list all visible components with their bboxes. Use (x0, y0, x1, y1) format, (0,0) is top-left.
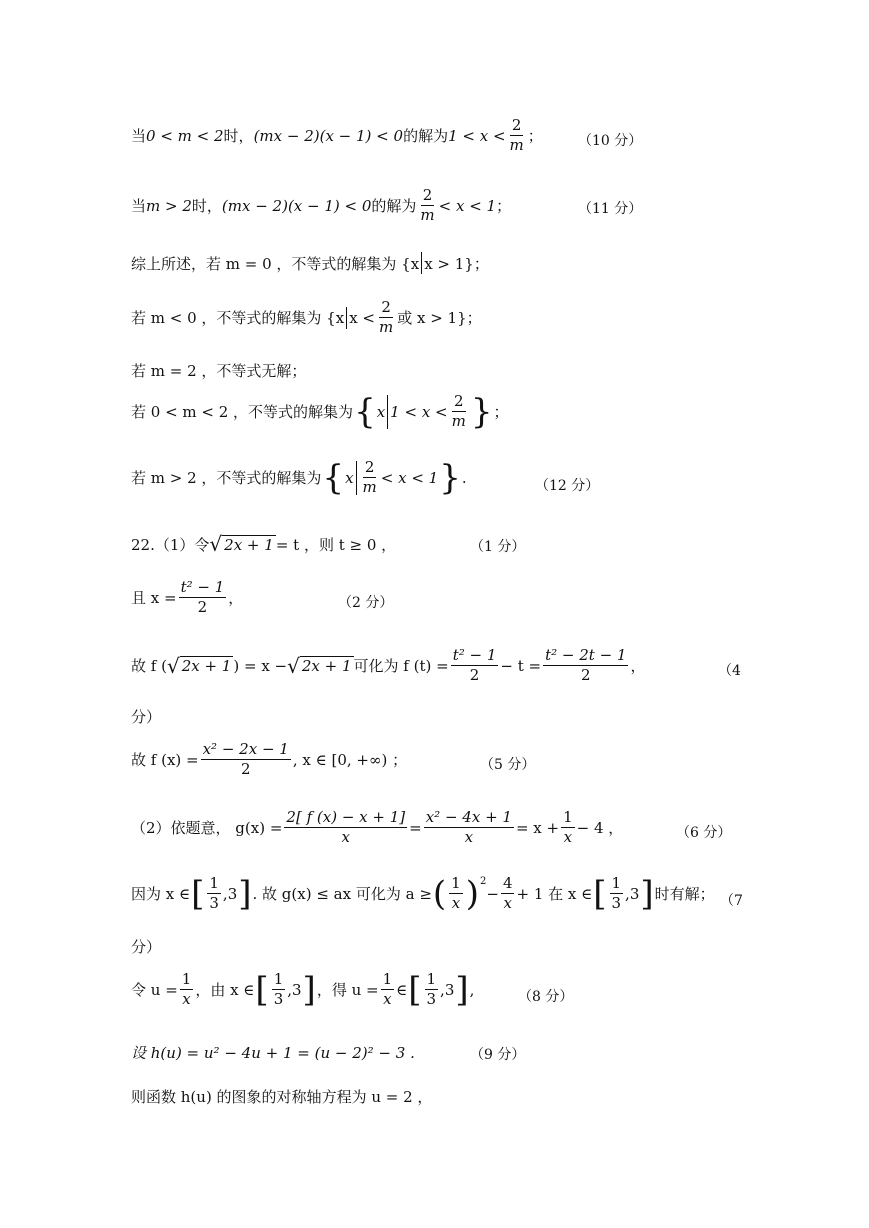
fraction (201, 742, 291, 777)
math: x (345, 468, 354, 487)
line-f-transform (131, 648, 646, 683)
text: （2）依题意， g(x) = (131, 819, 283, 837)
fraction (180, 972, 194, 1007)
sqrt-sign: √ (209, 532, 223, 556)
line-m-lt-0 (131, 300, 482, 335)
fraction (501, 876, 515, 911)
right-paren: ) (465, 873, 479, 914)
numerator: 4 (502, 874, 513, 892)
radicand: 2x + 1 (181, 657, 232, 675)
text: 综上所述，若 m = 0 ，不等式的解集为 {x (131, 254, 420, 273)
text: 令 u = (131, 981, 178, 999)
denominator: 3 (209, 894, 219, 912)
text: 时， (191, 197, 222, 215)
denominator: x (464, 828, 474, 846)
line-wrap (131, 936, 161, 957)
score: （7 (720, 893, 743, 909)
score: （9 分） (470, 1047, 526, 1063)
exponent: 2 (479, 876, 487, 887)
numerator: 1 (273, 970, 284, 988)
text: 时有解； (654, 885, 715, 903)
line-m-gt-2-set (131, 457, 467, 498)
denominator: 3 (611, 894, 622, 912)
text: 若 m > 2 ，不等式的解集为 (131, 469, 322, 487)
denominator: 2 (197, 598, 208, 616)
text: 则函数 h(u) 的图象的对称轴方程为 u = 2 ， (131, 1088, 433, 1106)
denominator: m (451, 412, 466, 430)
numerator: t² − 1 (180, 578, 225, 596)
fraction (284, 810, 407, 845)
fraction (561, 810, 575, 845)
line-0-m-2-set (131, 391, 509, 432)
score: （10 分） (578, 133, 643, 149)
line-because (131, 873, 715, 914)
numerator: x² − 2x − 1 (202, 740, 289, 758)
right-bracket: ] (640, 873, 654, 914)
set-bar (356, 461, 357, 495)
math: < x < 1 (438, 196, 497, 215)
line-g-def (131, 810, 623, 845)
numerator: 2 (364, 458, 375, 476)
fraction (508, 118, 526, 153)
text: 或 x > 1}； (397, 309, 482, 327)
right-brace: } (470, 391, 493, 432)
fraction (381, 972, 395, 1007)
numerator: 2[ f (x) − x + 1] (286, 808, 406, 826)
numerator: 1 (426, 970, 437, 988)
left-brace: { (322, 457, 345, 498)
text: 可化为 f (t) = (353, 657, 449, 675)
sqrt-sign: √ (287, 653, 300, 678)
text: . 故 g(x) ≤ ax 可化为 a ≥ (252, 885, 432, 903)
fraction (377, 300, 395, 335)
line-h-def (131, 1042, 415, 1063)
text: ， (228, 589, 244, 607)
denominator: m (378, 318, 394, 336)
text: = x + (515, 818, 560, 837)
denominator: m (420, 206, 435, 224)
text: . (461, 468, 467, 487)
left-brace: { (354, 391, 376, 432)
fraction (449, 876, 463, 911)
score: （11 分） (578, 201, 643, 217)
denominator: 2 (469, 666, 480, 684)
text: ∈ (396, 980, 408, 999)
left-bracket: [ (191, 873, 205, 914)
text: ； (493, 403, 509, 421)
text: ，由 x ∈ (195, 981, 255, 999)
line-f-result (131, 742, 407, 777)
text: 的解为 (371, 197, 417, 215)
text: 故 f ( (131, 657, 167, 675)
fraction (451, 648, 499, 683)
line-case-m-gt-2 (131, 188, 511, 223)
line-m-eq-2 (131, 360, 306, 381)
text: + 1 在 x ∈ (516, 885, 593, 903)
line-summary-m-0 (131, 252, 489, 274)
denominator: 2 (240, 760, 251, 778)
fraction (179, 580, 227, 615)
text: 若 0 < m < 2 ，不等式的解集为 (131, 403, 354, 421)
text: ， (630, 657, 646, 675)
denominator: 3 (426, 990, 437, 1008)
math: 1 < x < (390, 402, 448, 421)
line-let-u (131, 969, 475, 1010)
left-bracket: [ (255, 969, 269, 1010)
line-case-0-m-2 (131, 118, 543, 153)
text: 故 f (x) = (131, 751, 199, 769)
math: m > 2 (146, 196, 192, 215)
text: 分） (131, 938, 162, 956)
left-paren: ( (432, 873, 447, 914)
left-bracket: [ (593, 873, 607, 914)
text: ,3 (287, 980, 302, 999)
math: 设 h(u) = u² − 4u + 1 = (u − 2)² − 3 . (131, 1044, 415, 1062)
left-bracket: [ (408, 969, 422, 1010)
numerator: 1 (382, 970, 393, 988)
right-bracket: ] (455, 969, 469, 1010)
fraction (610, 876, 624, 911)
text: = (409, 818, 422, 837)
score: （5 分） (480, 757, 536, 773)
numerator: t² − 1 (452, 646, 497, 664)
text: , x ∈ [0, +∞) ； (292, 751, 408, 769)
text: 时， (223, 127, 254, 145)
line-x-eq (131, 580, 243, 615)
text: x > 1}； (424, 254, 489, 273)
set-bar (387, 395, 388, 429)
score: （4 (718, 663, 741, 679)
fraction (424, 810, 514, 845)
text: 当 (131, 127, 147, 145)
numerator: 2 (511, 116, 522, 134)
text: ； (496, 197, 512, 215)
score: （8 分） (518, 989, 574, 1005)
score: （12 分） (535, 478, 600, 494)
numerator: 2 (381, 298, 391, 316)
denominator: x (503, 894, 512, 912)
right-brace: } (439, 457, 461, 498)
text: ,3 (222, 884, 238, 903)
text: ,3 (625, 884, 640, 903)
numerator: 1 (611, 874, 622, 892)
set-bar (346, 307, 347, 329)
fraction (207, 876, 221, 911)
text: = t ，则 t ≥ 0 ， (275, 535, 397, 554)
denominator: x (451, 894, 461, 912)
denominator: 2 (581, 666, 591, 684)
denominator: x (383, 990, 392, 1008)
denominator: x (341, 828, 351, 846)
numerator: 2 (453, 392, 464, 410)
set-bar (421, 252, 422, 274)
numerator: t² − 2t − 1 (545, 646, 627, 664)
text: ； (527, 127, 543, 145)
fraction (272, 972, 286, 1007)
text: − 4 ， (576, 819, 624, 837)
line-q22-1 (131, 532, 396, 556)
text: 因为 x ∈ (131, 885, 191, 903)
fraction (543, 648, 628, 683)
numerator: 1 (181, 970, 192, 988)
math: (mx − 2)(x − 1) < 0 (253, 126, 404, 145)
numerator: 1 (451, 874, 461, 892)
text: − (486, 884, 499, 903)
fraction (361, 460, 379, 495)
numerator: x² − 4x + 1 (425, 808, 512, 826)
right-bracket: ] (238, 873, 252, 914)
fraction (450, 394, 468, 429)
fraction (418, 188, 436, 223)
denominator: x (182, 990, 191, 1008)
numerator: 1 (563, 808, 573, 826)
score: （1 分） (470, 539, 526, 555)
math: < x < 1 (380, 468, 439, 487)
math: 0 < m < 2 (146, 126, 224, 145)
math: 1 < x < (448, 126, 506, 145)
math: x (376, 402, 386, 421)
radicand: 2x + 1 (301, 657, 352, 675)
text: , (469, 980, 475, 999)
text: 当 (131, 197, 147, 215)
text: 的解为 (403, 127, 449, 145)
fraction (425, 972, 439, 1007)
text: ,3 (440, 980, 455, 999)
denominator: x (563, 828, 573, 846)
text: 且 x = (131, 589, 177, 607)
score: （6 分） (676, 825, 732, 841)
score: （2 分） (338, 595, 394, 611)
right-bracket: ] (302, 969, 316, 1010)
text: ) = x − (233, 656, 288, 675)
denominator: m (362, 478, 377, 496)
line-wrap (131, 706, 161, 727)
radicand: 2x + 1 (224, 535, 274, 554)
numerator: 1 (209, 874, 219, 892)
text: 若 m = 2 ，不等式无解； (131, 362, 307, 380)
line-axis (131, 1086, 432, 1107)
text: 若 m < 0 ，不等式的解集为 {x (131, 309, 345, 327)
denominator: m (509, 136, 524, 154)
sqrt-sign: √ (166, 653, 180, 678)
text: 分） (131, 708, 162, 726)
numerator: 2 (422, 186, 433, 204)
text: 22.（1）令 (131, 535, 210, 554)
text: x < (349, 308, 375, 327)
text: ，得 u = (316, 981, 379, 999)
denominator: 3 (273, 990, 284, 1008)
math: (mx − 2)(x − 1) < 0 (221, 196, 372, 215)
text: − t = (500, 656, 542, 675)
